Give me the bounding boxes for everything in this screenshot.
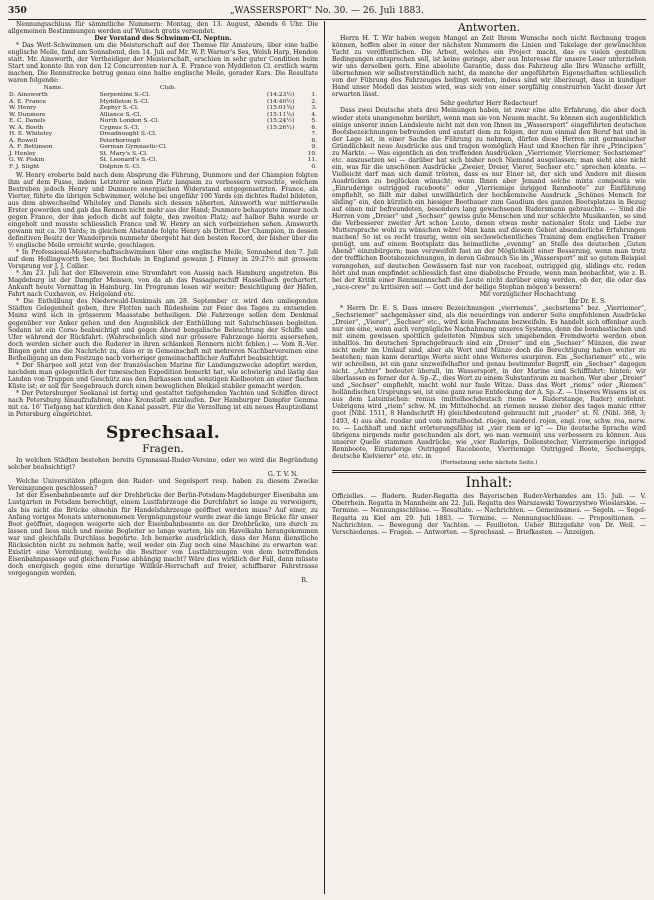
column-divider <box>324 21 325 894</box>
right-column <box>332 21 646 537</box>
petersburg-paragraph: * Der Petersburger Seekanal ist fertig und gestattet tiefgehenden Yachten und Schiffen direct nach Petersburg hinaufzufahren, ohne Kronstadt anzulaufen. Der Hamburger Dampfer Gemma mit ca. 16' Tiefgang hat kürzlich den Kanal passirt. Für die Verzollung ist ein neues Hauptzollamt in Petersburg eingerichtet. <box>8 389 318 419</box>
page-number: 350 <box>8 6 27 16</box>
question-1-signature: G. T. V. N. <box>267 471 298 479</box>
sharpee-paragraph: * Der Sharpee soll jetzt von der französischen Marine für Landungszwecke adoptirt werden, nachdem man gelegentlich der tunesischen Expedition bemerkt hat, wie schwierig und lästig das Landen von Truppen und Geschütz aus den Barkassen und sonstigen Kielbooten an einer flachen Küste ist; er soll für Seegebrauch durch einen beweglichen Bleikiel stabiler gemacht werden. <box>8 361 318 390</box>
result-club: German Gymnastic-Cl. <box>99 144 168 151</box>
race-report: W. Henry eroberte bald nach dem Absprung die Führung, Dunmore und der Champion folgten ihm auf dem Fusse, indem Letzterer seinen Platz langsam zu verbessern versuchte, welchem Bestreben jedoch Henry und Dunmore energischen Widerstand entgegensetzten. France, als Vierter, führte die übrigen Schwimmer, welche bei ungefähr 100 Yards ein dichtes Rudel bildeten, aus dem abwechselnd Whiteley und Danels sich dessen näherten. Ainsworth war mittlerweile Erster geworden und gab das Rennen nicht mehr aus der Hand; Dunmore behauptete immer noch gegen France, der ihm jedoch dicht auf folgte, den zweiten Platz; auf halber Bahn wurde er eingeholt und musste schliesslich France und W. Henry an sich vorbeiziehen sehen. Ainsworth gewann mit ca. 30 Yards; in gleichem Abstande folgte Henry als Dritter. Der Champion, in dessen definitiven Besitz der Wanderpreis nunmehr übergeht hat den besten Record, der bisher über die ½ englische Meile erreicht wurde, geschlagen. <box>8 171 318 249</box>
neptun-intro: Nennungsschluss für sämmtliche Nummern: Montag, den 13. August, Abends 6 Uhr. Die allgemeinen Bestimmungen werden auf Wunsch gratis versendet. <box>8 21 318 36</box>
result-time: (15:11¼) <box>267 111 295 118</box>
neptun-signature: Der Vorstand des Schwimm-Cl. Neptun. <box>94 35 232 43</box>
result-place: 7. <box>311 131 317 138</box>
result-club: St. Mary's S.-Cl. <box>99 150 148 157</box>
wettschwimmen-paragraph: * Das Wett-Schwimmen um die Meisterschaft auf der Themse für Amateurs, über eine halbe englische Meile, fand am Sonnabend, den 14. Juli auf Mr. W. P. Warner's Ses, Welsh Harp, Hendon statt. Mr. Ainsworth, der Vertheidiger der Meisterschaft, erschien in sehr guter Condition beim Start und konnte ihn von den 12 Concurrenten nur A. E. France von Myddleton Cl. erstlich warm machen. Die Rennstrecke betrug genau eine halbe englische Meile, gerader Kurs. Die Resultate waren folgende: <box>8 42 318 85</box>
sprechsaal-heading: Sprechsaal. <box>106 423 220 444</box>
question-3-signature: R. <box>301 576 308 584</box>
table-of-contents: Officielles. — Rudern. Ruder-Regatta des Bayerischen Ruder-Verbandes am 15. Juli. — V. Oberrhein. Regatta in Mannheim am 22. Juli. Regatta des Warszawski Towarzystwo Wioslarskie. — Termine. — Nennungsschlüsse. — Resultate. — Nachrichten. — Gemeinsames. — Segeln. — Segel-Regatta zu Kiel am 29. Juli 1883. — Termine. — Nennungsschlüsse. — Propositionen. — Nachrichten. — Bewegung der Yachten. — Feuilleton. Ueber Blitzgefahr von Dr. Weil. — Verschiedenes. — Fragen. — Antworten. — Sprechsaal. — Briefkasten. — Anzeigen. <box>332 492 646 537</box>
result-name: F. J. Slight <box>9 163 40 170</box>
result-time: (15:01¾) <box>267 105 295 112</box>
result-place: 10. <box>307 150 317 157</box>
result-place: 8. <box>311 137 317 144</box>
result-place: 9. <box>311 144 317 151</box>
result-place: 3. <box>311 105 317 112</box>
antworten-heading: Antworten. <box>457 21 521 34</box>
result-club: Zephyr S.-Cl. <box>99 105 139 112</box>
result-place: 1. <box>311 91 317 98</box>
niederwald-paragraph: * Die Enthüllung des Niederwald-Denkmals am 28. September cr. wird den umliegenden Städten Gelegenheit geben, ihre Flotten nach Rüdesheim zur Feier des Tages zu entsenden. Mainz wird sich in grösserem Maasstabe betheiligen. Die Fahrzeuge sollen dem Denkmal gegenüber vor Anker gehen und den Augenblick der Enthüllung mit Salutschüssen begleiten. Sodann ist ein Corso beabsichtigt und gegen Abend bengalische Beleuchtung der Schiffe und Ufer während der Rückfahrt. (Wahrscheinlich sind nur grössere Fahrzeuge hierzu ausersehen, doch werden sicher auch die Ruderer in ihren schlanken Rennern nicht fehlen.) — Vom R.-Ver. Bingen geht uns die Nachricht zu, dass er in Gemeinschaft mit mehreren Nachbarvereinen eine Betheiligung an dem Festzuge nach vorheriger gemeinschaftlicher Auffahrt beabsichtigt. <box>8 298 318 362</box>
result-time <box>237 164 295 171</box>
result-place: 5. <box>311 118 317 125</box>
fragen-heading: Fragen. <box>142 443 184 456</box>
result-club: North London S.-Cl. <box>99 118 160 125</box>
contents-divider <box>332 470 646 473</box>
result-club: Myddleton S.-Cl. <box>99 98 150 105</box>
result-time: (15:26½) <box>267 124 295 131</box>
inhalt-heading: Inhalt: <box>465 474 513 491</box>
result-club: St. Leonard's S.-Cl. <box>99 157 158 164</box>
result-time: (14:23½) <box>267 91 295 98</box>
result-club: Dolphin S.-Cl. <box>99 163 141 170</box>
result-name: G. W. Piskin <box>9 157 45 164</box>
result-name: A. F. Bettinson <box>9 144 53 151</box>
answer-ht: Herrn H. T. Wir haben wegen Mangel an Zeit Ihrem Wunsche noch nicht Rechnung tragen können, hoffen aber in einer der nächsten Nummern die Linien und Takelage der gewünschten Yacht zu veröffentlichen. Die Arbeit, welches ein Project macht, das es vielen gestellten Bedingungen entsprechen soll, ist keine geringe, aber aus Interesse für unsere Leser unterziehen wir uns derselben gern. Eine absolute Garantie, dass das Fahrzeug alle Ihre Wünsche erfüllt, übernehmen wir selbstverständlich nicht, da manche der angeführten Eigenschaften schliesslich von der Führung des Fahrzeuges bedingt werden, indess sind wir überzeugt, dass in kundiger Hand unser Modell das leisten wird, was sich von einer sorgfältig construirten Yacht dieser Art erwarten lässt. <box>332 35 646 99</box>
result-club: Cygnus S.-Cl. <box>99 124 140 131</box>
result-place: 6. <box>311 124 317 131</box>
question-2: Welche Universitäten pflegen den Ruder- und Segelsport resp. haben zu diesem Zwecke Vereinigungen geschlossen? <box>8 478 318 493</box>
result-name: D. Ainsworth <box>9 91 48 98</box>
letter-body: Dass zwei Deutsche stets drei Meinungen haben, ist zwar eine alte Erfahrung, die aber doch wieder stets unangenehm berührt, wenn man sie von Neuem macht. So können sich augenblicklich einige unserer innen Landsleute nicht mit den von Ihnen im „Wassersport“ eingeführten deutschen Bootsbezeichnungen befreunden und anstatt dem zu folgen, der nun einmal den Beruf hat und in der Lage ist, in einer Sache die Führung zu nehmen, dürfen diese Herren mit germanischer Gründlichkeit neue Ausdrücke aus und tragen womöglich Haut und Knochen für ihre „Principien“ zu Markte. — Was eigentlich an den treffenden Ausdrücken „Vierriemer, Vierriemer, Sechsriemer“ etc. auszusetzen sei — darüber hat sich bisher noch Niemand ausgelassen; man sieht also nicht ein, was für die unschönen Ausdrücke „Zweier, Dreier, Vierer, Sechser etc.“ sprechen könnte. — Vielleicht darf man sich damit trösten, dass es nur Einer ist, der sich und Andere mit diesen Ausdrücken zu beglücken wünscht; wenn Ihnen aber Jemand solche mixta composita wie „Einruderige outrigged raceboote“ oder „Vierriemige inrigged Rennboote“ zur Einführung empfiehlt, so fällt mir dabei unwillkürlich der hochkomische Ausdruck „Schönes Mensch for sliding“ ein, den kürzlich ein hiesiger Bootbauer zum Gaudium des ganzen Bootsplatzes in Bezug auf einen mir befreundeten, besonders lang gewachsenen Rudersmann gebrauchte. — Sind die Herren vom „Dreier“ und „Sechser“ gewiss gute Menschen und nur schlechte Musikanten, so sind die Verbesserer zweiter Art schon Leute, denen etwas mehr nationaler Stolz und Liebe zur Muttersprache wohl zu wünschen wäre! Man kann auf diesem Gebiet absonderliche Erfahrungen machen! So ist es recht traurig, wenn ein sechswöchentliches Training dem englischen Trainer genügt, um auf einem Bootsplatz das heimatliche „evening“ an Stelle des deutschen „Guten Abend“ einzubürgern; man verzweifelt fast an der Möglichkeit einer Besserung, wenn man trotz der trefflichen Bootsbezeichnungen, in deren Gebrauch Sie im „Wassersport“ mit so gutem Beispiel vorangehen, auf deutschen Gewässern fast nur von raceboat, outrigged gig, slidings etc. reden hört und man empfindet schliesslich fast eine diabolische Freude, wenn man beobachtet, wie z. B. bei der Kritik einer Rennmannschaft die Leute nicht darüber einig werden, ob der, die oder das „race-crew“ zu kritisiren sei! — Gott und der heilige Stephan mögen’s bessern! <box>332 107 646 291</box>
result-place: 4. <box>311 111 317 118</box>
results-header-name: Name. <box>43 85 64 92</box>
result-time: (15:24½) <box>267 118 295 125</box>
result-club: Peterborough <box>99 137 141 144</box>
result-name: J. Henley <box>9 150 36 157</box>
result-place: 11. <box>307 157 317 164</box>
result-name: W. Dunmore <box>9 111 46 118</box>
result-club: Dreadnought S.-Cl. <box>99 131 157 138</box>
left-column <box>8 21 318 584</box>
result-place: 2. <box>311 98 317 105</box>
result-name: E. C. Danels <box>9 118 46 125</box>
letter-signature: Ihr Dr. E. S. <box>569 297 606 305</box>
letter-salutation: Sehr geehrter Herr Redacteur! <box>439 100 539 108</box>
elbeverein-paragraph: * Am 23. Juli hat der Elbeverein eine Stromfahrt von Aussig nach Hamburg angetreten. Bis Magdeburg ist der Dampfer Meissen, von da ab das Passagierschiff Hasselbach gechartert. Ankunft heute Vormittag in Hamburg. Im Programm lesen wir weiter: Besichtigung der Häfen, Fahrt nach Cuxhaven, ev. Helgoland etc. <box>8 270 318 299</box>
result-name: A. Rowell <box>9 137 38 144</box>
question-1: In welchen Städten bestehen bereits Gymnasial-Ruder-Vereine, oder wo wird die Begründung solcher beabsichtigt? <box>8 457 318 472</box>
result-place: 0. <box>311 163 317 170</box>
continuation-note: (Fortsetzung siehe nächste Seite.) <box>440 459 538 466</box>
page-header <box>8 5 646 18</box>
question-3: Ist der Eisenbahnbeamte auf der Drehbrücke der Berlin-Potsdam-Magdeburger Eisenbahn am Lustgarten in Potsdam berechtigt, einem Lustfahrzeuge die Durchfahrt so lange zu verweigern, als bis nicht die Brücke ohnehin für Handelsfahrzeuge geöffnet werden muss? Auf einer, zu Anfang voriges Monats unternommenen Vergnügungstour wurde zwar die lange Brücke für unser Boot geöffnet, dagegen weigerte sich der Eisenbahnbeamte an der Drehbrücke, uns durch zu lassen und liess mich und meine Begleiter so lange warten, bis ein Havelkahn herangekommen war und gleichfalls Durchlass begehrte. Ich bemerke ausdrücklich, dass der Mann dienstliche Rücksichten nicht zu nehmen hatte, weil weder ein Zug noch eine Maschine zu erwarten war. Existirt eine Verordnung, welche die Besitzer von Lustfahrzeugen von dem betreffenden Eisenbahnpassage auf gleichem Fusse abhängig macht? Wäre dies wirklich der Fall, dann müsste doch energisch gegen eine derartige Willkür-Herrschaft auf freier, schiffbarer Fahrstrasse vorgegangen werden. <box>8 492 318 577</box>
result-club: Alliance S.-Cl. <box>99 111 142 118</box>
result-name: A. E. France <box>9 98 47 105</box>
header-rule <box>8 19 646 20</box>
result-name: W. Henry <box>9 105 37 112</box>
journal-title: „WASSERSPORT“ No. 30. — 26. Juli 1883. <box>230 6 424 16</box>
result-name: H. E. Whiteley <box>9 131 53 138</box>
results-header-club: Club. <box>159 85 176 92</box>
answer-dr-es: * Herrn Dr. E. S. Dass unsere Bezeichnungen „vierriemis“, „sechsriems“ bez. „Vierriemer“, „Sechsriemer“ sachgemässer sind, als die neuerdings von anderer Seite empfohlenen Ausdrücke „Dreier“, „Vierer“, „Sechser“ etc., wird kein Fachmann bezweifeln. Es handelt sich offenbar auch nur um eine, wenn auch vergnügliche Nachahmung unseres Systems, denn die bombastischen und mit einem gewissen spottlich geleiteten Nimbus sich umgebenden Fremdworte werden eben inhaltlos. Im deutschen Sprachgebrauch sind ein „Dreier“ und ein „Sechser“ Münzen, die zwar nicht mehr im Umlauf sind, aber als Wort und Münze doch die Berechtigung haben weiter zu bestehen; man kann derartige Worte nicht ohne Weiteres usurpiren. Ein „Sechsriemer“ etc., wie wir schreiben, ist ein ganz unzweifelhafter und genau bestimmter Begriff, ein „Sechser“ dagegen nicht. „Achter“ bedeutet überall, im Wassersport, in der Marine und Schifffahrt: hinten; wir überlassen es ferner der A. Sp.-Z., dies Wort zu einem Substantivum zu machen. Wer aber „Dreier“ und „Sechser“ empfiehlt, macht wohl nur faule Witze. Dass das Wort „riems“ oder „Riemen“ holländischen Ursprungs sei, ist eine ganz neue Entdeckung der A. Sp.-Z. — Unseres Wissens ist es aus dem Lateinischen: remus (mittelhochdeutsch rieme = Ruderstange, Ruder) entlehnt. Uebrigens wird „riem“ schw. M. im Mittelhochd. an riemen musse zieher des tages manic ritter guot (Nibl. 1511, 8 Handschrift H) gleichbedeutend gebraucht mit „ruoder“ st. N. (Nibl. 368, 3; 1493, 4) aus ahd. ruodar und vom mittelhochd. rüejen, niederd. rojen, engl. row, schw. roa, norw. ro. — Lachhaft und nicht erörterungsfähig ist „vier riem er ig“ — Die deutsche Sprache wird übrigens nirgends mehr geschunden als dort, wo man vermeint uns verbessern zu können. Aus unserer Quelle stammen Ausdrücke, wie „vier Ruderigs, Dollenstecher, Vierriemerige inrigged Rennboote, Einruderige Outrigged Raceboote, Vierriemige Outrigged Boote, Sechsergigs, deutsche Kielvierer“ etc. etc. in <box>332 304 646 460</box>
result-time: (14:40½) <box>267 98 295 105</box>
professional-paragraph: * In Professional-Meisterschaftsschwimmen über eine englische Meile, Sonnabend den 7. Juli auf dem Hollingworth See, bei Rochdale in England gewann J. Finney in 29:27½ mit grossem Vorsprung vor J. J. Collier. <box>8 249 318 271</box>
letter-closing: Mit vorzüglicher Hochachtung <box>479 290 576 298</box>
result-name: W. A. Booth <box>9 124 44 131</box>
result-club: Serpentine S.-Cl. <box>99 91 151 98</box>
results-row <box>8 164 318 171</box>
results-table <box>8 85 318 170</box>
